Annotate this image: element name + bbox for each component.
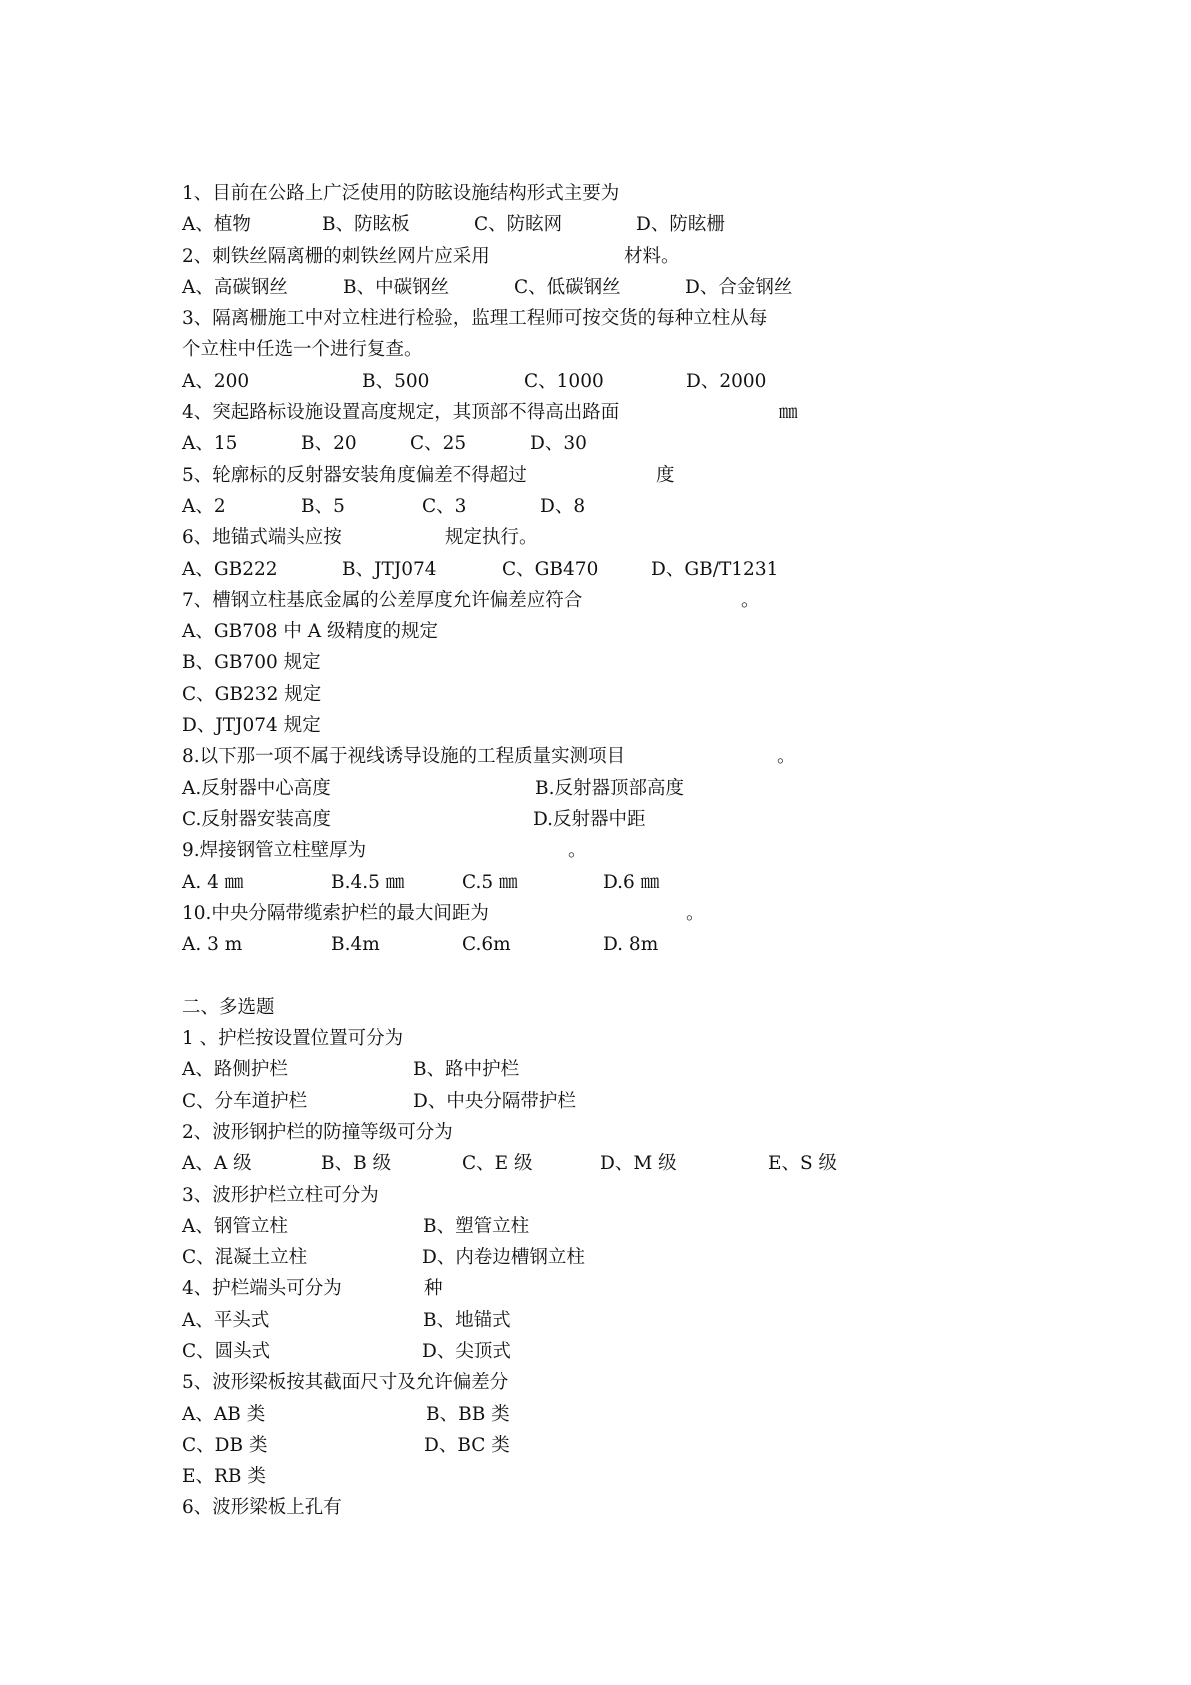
question-8-row [182, 741, 1002, 772]
option-d: D、合金钢丝 [685, 276, 793, 298]
question-3-line-2: 个立柱中任选一个进行复查。 [182, 339, 423, 361]
question-10-options [182, 929, 1002, 960]
question-2-options [182, 272, 1002, 303]
multi-question-3-text: 3、波形护栏立柱可分为 [182, 1184, 379, 1206]
option-a: A、200 [182, 370, 250, 392]
option-c: C、DB 类 [182, 1434, 268, 1456]
option-a: A、2 [182, 495, 226, 517]
question-7-option-d: D、JTJ074 规定 [182, 715, 321, 737]
option-b: B.4.5 ㎜ [331, 871, 405, 893]
question-4-options [182, 428, 1002, 459]
question-5-text: 5、轮廓标的反射器安装角度偏差不得超过 [182, 464, 527, 486]
option-d: D、30 [530, 433, 587, 455]
question-5-row [182, 460, 1002, 491]
question-7-option-c: C、GB232 规定 [182, 683, 322, 705]
option-a: A、平头式 [182, 1309, 270, 1331]
question-6-tail: 规定执行。 [445, 527, 538, 549]
option-b: B、地锚式 [423, 1309, 511, 1331]
multi-question-5-option-e: E、RB 类 [182, 1466, 266, 1488]
option-c: C.6m [462, 934, 511, 956]
question-4-row [182, 397, 1002, 428]
question-1-text: 1、目前在公路上广泛使用的防眩设施结构形式主要为 [182, 183, 620, 204]
option-d: D、GB/T1231 [651, 558, 779, 580]
multi-question-4-options-row-1 [182, 1305, 1002, 1336]
option-a: A、路侧护栏 [182, 1059, 288, 1081]
question-9-text: 9.焊接钢管立柱壁厚为 [182, 840, 367, 862]
option-c: C、GB470 [502, 558, 599, 580]
option-b: B、BB 类 [426, 1403, 510, 1425]
option-d: D、中央分隔带护栏 [413, 1090, 576, 1112]
multi-question-5-options-row-2 [182, 1430, 1002, 1461]
multi-question-1-options-row-2 [182, 1086, 1002, 1117]
question-7-row [182, 585, 1002, 616]
question-6-row [182, 522, 1002, 553]
question-7-option-b: B、GB700 规定 [182, 652, 321, 674]
option-c: C、防眩网 [474, 214, 563, 236]
option-b: B.反射器顶部高度 [535, 777, 684, 799]
option-a: A、A 级 [182, 1153, 252, 1175]
option-b: B、JTJ074 [342, 558, 437, 580]
option-c: C、圆头式 [182, 1340, 271, 1362]
option-b: B、5 [301, 495, 345, 517]
option-a: A、AB 类 [182, 1403, 266, 1425]
option-d: D、M 级 [600, 1153, 677, 1175]
question-2-row [182, 241, 1002, 272]
option-c: C.5 ㎜ [462, 871, 518, 893]
multi-question-4-text: 4、护栏端头可分为 [182, 1278, 342, 1300]
question-1-options [182, 209, 1002, 240]
question-7-tail: 。 [741, 589, 760, 611]
question-10-text: 10.中央分隔带缆索护栏的最大间距为 [182, 902, 489, 924]
question-9-options [182, 867, 1002, 898]
multi-question-1-options-row-1 [182, 1054, 1002, 1085]
question-7-text: 7、槽钢立柱基底金属的公差厚度允许偏差应符合 [182, 589, 583, 611]
question-9-tail: 。 [568, 840, 587, 862]
section-spacer [182, 960, 1002, 991]
question-2-text: 2、刺铁丝隔离栅的刺铁丝网片应采用 [182, 245, 490, 267]
option-a: A. 3 m [182, 934, 243, 956]
section-heading-multiple-choice: 二、多选题 [182, 996, 275, 1018]
question-6-options [182, 554, 1002, 585]
option-b: B、防眩板 [322, 214, 410, 236]
option-c: C、1000 [524, 370, 604, 392]
option-c: C、3 [422, 495, 467, 517]
multi-question-4-tail: 种 [424, 1278, 443, 1300]
option-c: C、E 级 [462, 1153, 533, 1175]
option-b: B、20 [301, 433, 357, 455]
multi-question-1-text: 1 、护栏按设置位置可分为 [182, 1028, 404, 1050]
question-7-option-a: A、GB708 中 A 级精度的规定 [182, 621, 439, 643]
option-a: A. 4 ㎜ [182, 871, 244, 893]
question-6-text: 6、地锚式端头应按 [182, 527, 342, 549]
option-a: A.反射器中心高度 [182, 777, 331, 799]
option-e: E、S 级 [768, 1153, 838, 1175]
option-c: C、低碳钢丝 [514, 276, 621, 298]
option-b: B、B 级 [321, 1153, 392, 1175]
question-content [182, 178, 1002, 1524]
multi-question-3-options-row-2 [182, 1242, 1002, 1273]
option-b: B、500 [362, 370, 430, 392]
option-d: D、2000 [686, 370, 767, 392]
option-b: B、塑管立柱 [423, 1215, 530, 1237]
option-b: B、路中护栏 [413, 1059, 520, 1081]
option-a: A、高碳钢丝 [182, 276, 288, 298]
option-d: D. 8m [603, 934, 659, 956]
option-c: C.反射器安装高度 [182, 808, 331, 830]
option-d: D、BC 类 [424, 1434, 510, 1456]
multi-question-5-text: 5、波形梁板按其截面尺寸及允许偏差分 [182, 1372, 509, 1394]
question-2-tail: 材料。 [624, 245, 680, 267]
question-9-row [182, 835, 1002, 866]
option-b: B.4m [331, 934, 380, 956]
option-a: A、植物 [182, 214, 251, 236]
option-a: A、GB222 [182, 558, 278, 580]
question-10-row [182, 898, 1002, 929]
option-b: B、中碳钢丝 [343, 276, 450, 298]
question-5-options [182, 491, 1002, 522]
option-d: D.6 ㎜ [603, 871, 660, 893]
option-a: A、15 [182, 433, 238, 455]
option-d: D、防眩栅 [636, 214, 725, 236]
option-c: C、分车道护栏 [182, 1090, 308, 1112]
multi-question-3-options-row-1 [182, 1211, 1002, 1242]
option-d: D、8 [540, 495, 586, 517]
option-c: C、混凝土立柱 [182, 1247, 308, 1269]
multi-question-5-options-row-1 [182, 1399, 1002, 1430]
option-d: D.反射器中距 [533, 808, 646, 830]
question-8-text: 8.以下那一项不属于视线诱导设施的工程质量实测项目 [182, 746, 626, 768]
multi-question-2-text: 2、波形钢护栏的防撞等级可分为 [182, 1121, 453, 1143]
question-5-unit: 度 [656, 464, 675, 486]
question-8-options-row-1 [182, 773, 1002, 804]
question-3-options [182, 366, 1002, 397]
multi-question-2-options [182, 1148, 1002, 1179]
question-8-options-row-2 [182, 804, 1002, 835]
option-d: D、内卷边槽钢立柱 [422, 1247, 585, 1269]
multi-question-6-text: 6、波形梁板上孔有 [182, 1497, 342, 1519]
question-4-text: 4、突起路标设施设置高度规定，其顶部不得高出路面 [182, 402, 620, 424]
option-a: A、钢管立柱 [182, 1215, 288, 1237]
question-3-line-1: 3、隔离栅施工中对立柱进行检验，监理工程师可按交货的每种立柱从每 [182, 308, 768, 330]
question-8-tail: 。 [777, 746, 796, 768]
question-10-tail: 。 [686, 902, 705, 924]
multi-question-4-row [182, 1273, 1002, 1304]
multi-question-4-options-row-2 [182, 1336, 1002, 1367]
option-d: D、尖顶式 [422, 1340, 511, 1362]
question-4-unit: ㎜ [779, 402, 798, 424]
option-c: C、25 [410, 433, 467, 455]
